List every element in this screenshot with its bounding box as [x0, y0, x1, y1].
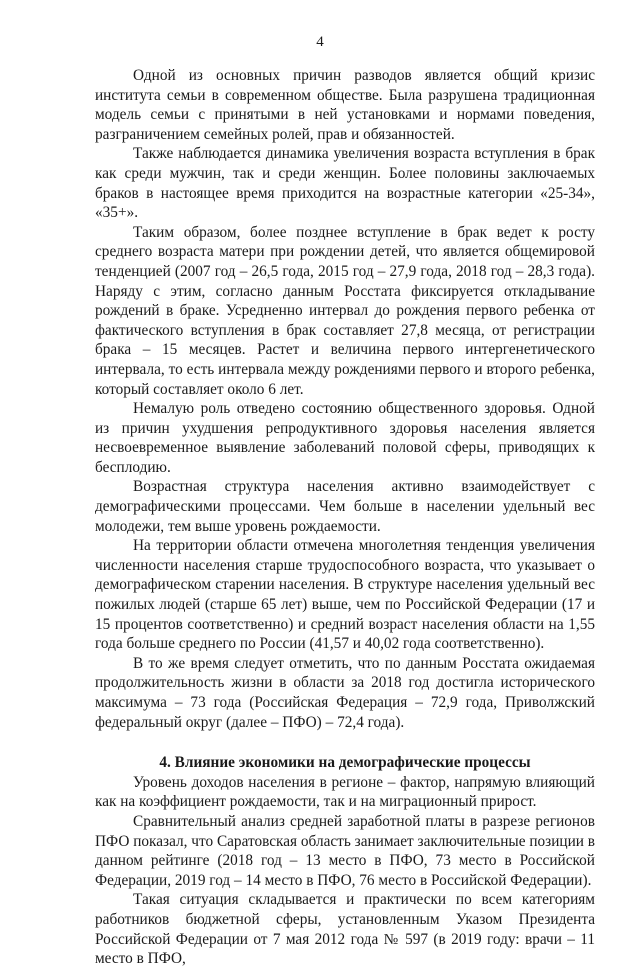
paragraph: Таким образом, более позднее вступление в брак ведет к росту среднего возраста матери при рождении детей, что является общемировой тенденцией (2007 год – 26,5 года, 2015 год – 27,9 года, 2018 год – 28,3 года). Наряду с этим, согласно данным Росстата фиксируется откладывание рождений в браке. Усредненно интервал до рождения первого ребенка от фактического вступления в брак составляет 27,8 месяца, от регистрации брака – 15 месяцев. Растет и величина первого интергенетического интервала, то есть интервала между рождениями первого и второго ребенка, который составляет около 6 лет.: [95, 223, 595, 398]
paragraph: Также наблюдается динамика увеличения возраста вступления в брак как среди мужчин, так и среди женщин. Более половины заключаемых браков в настоящее время приходится на возрастные категории «25-34», «35+».: [95, 145, 595, 222]
paragraph: Такая ситуация складывается и практически по всем категориям работников бюджетной сферы, установленным Указом Президента Российской Федерации от 7 мая 2012 года № 597 (в 2019 году: врачи – 11 место в ПФО,: [95, 891, 595, 968]
section-heading: 4. Влияние экономики на демографические процессы: [159, 754, 531, 772]
page-number: 4: [316, 34, 324, 50]
paragraph: На территории области отмечена многолетняя тенденция увеличения численности населения старше трудоспособного возраста, что указывает о демографическом старении населения. В структуре населения удельный вес пожилых людей (старше 65 лет) выше, чем по Российской Федерации (17 и 15 процентов соответственно) и средний возраст населения области на 1,55 года больше среднего по России (41,57 и 40,02 года соответственно).: [95, 537, 595, 653]
paragraph: Сравнительный анализ средней заработной платы в разрезе регионов ПФО показал, что Саратовская область занимает заключительные позиции в данном рейтинге (2018 год – 13 место в ПФО, 73 место в Российской Федерации, 2019 год – 14 место в ПФО, 76 место в Российской Федерации).: [95, 812, 595, 889]
paragraph: Одной из основных причин разводов является общий кризис института семьи в современном обществе. Была разрушена традиционная модель семьи с принятыми в ней установками и нормами поведения, разграничением семейных ролей, прав и обязанностей.: [95, 67, 595, 143]
document-body: [95, 66, 595, 969]
paragraph: Уровень доходов населения в регионе – фактор, напрямую влияющий как на коэффициент рождаемости, так и на миграционный прирост.: [95, 773, 595, 811]
paragraph: Возрастная структура населения активно взаимодействует с демографическими процессами. Чем больше в населении удельный вес молодежи, тем выше уровень рождаемости.: [95, 478, 595, 535]
paragraph: Немалую роль отведено состоянию общественного здоровья. Одной из причин ухудшения репродуктивного здоровья населения является несвоевременное выявление заболеваний половой сферы, приводящих к бесплодию.: [95, 400, 595, 476]
paragraph: В то же время следует отметить, что по данным Росстата ожидаемая продолжительность жизни в области за 2018 год достигла исторического максимума – 73 года (Российская Федерация – 72,9 года, Приволжский федеральный округ (далее – ПФО) – 72,4 года).: [95, 654, 595, 731]
